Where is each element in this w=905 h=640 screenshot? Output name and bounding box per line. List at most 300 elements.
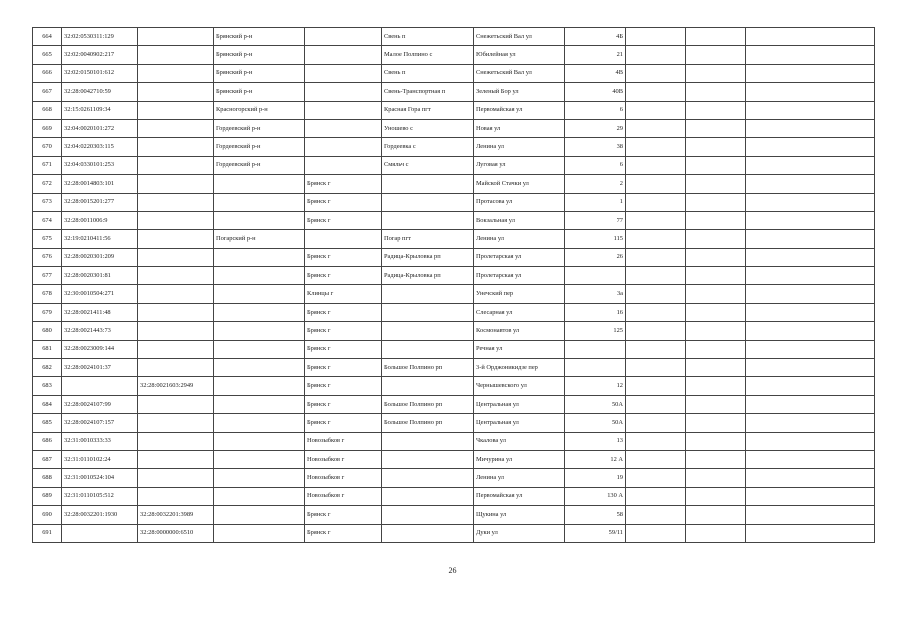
cell-district: Гордеевский р-н <box>214 156 305 174</box>
cell-city: Новозыбков г <box>305 432 382 450</box>
cell-street: Зеленый Бор ул <box>474 83 565 101</box>
cell-extra-col-2 <box>686 506 746 524</box>
cell-street: Центральная ул <box>474 395 565 413</box>
cell-row-number: 673 <box>33 193 62 211</box>
cell-house-number <box>565 340 626 358</box>
cell-row-number: 674 <box>33 211 62 229</box>
cell-extra-col-2 <box>686 524 746 542</box>
cell-extra-col-1 <box>626 101 686 119</box>
cell-extra-col-1 <box>626 377 686 395</box>
cell-house-number: 2 <box>565 175 626 193</box>
cell-row-number: 690 <box>33 506 62 524</box>
cell-settlement: Смяльч с <box>382 156 474 174</box>
cell-extra-col-3 <box>746 138 875 156</box>
cell-settlement: Погар пгт <box>382 230 474 248</box>
table-row <box>33 156 875 174</box>
table-row <box>33 119 875 137</box>
cell-district: Красногорский р-н <box>214 101 305 119</box>
cell-extra-col-3 <box>746 248 875 266</box>
cell-city: Брянск г <box>305 377 382 395</box>
cell-city: Брянск г <box>305 248 382 266</box>
table-row <box>33 340 875 358</box>
cell-extra-col-2 <box>686 64 746 82</box>
cell-settlement: Малое Полпино с <box>382 46 474 64</box>
cell-house-number: 1 <box>565 193 626 211</box>
cell-settlement <box>382 506 474 524</box>
cell-settlement: Свень-Транспортная п <box>382 83 474 101</box>
cell-street: Первомайская ул <box>474 487 565 505</box>
cell-cadastral-number-alt <box>138 432 214 450</box>
cell-extra-col-2 <box>686 230 746 248</box>
cell-row-number: 669 <box>33 119 62 137</box>
cell-street: Чернышевского ул <box>474 377 565 395</box>
cell-extra-col-1 <box>626 175 686 193</box>
table-row <box>33 46 875 64</box>
cell-district <box>214 414 305 432</box>
cell-extra-col-1 <box>626 524 686 542</box>
cell-district <box>214 267 305 285</box>
cell-house-number: 12 <box>565 377 626 395</box>
cell-extra-col-1 <box>626 46 686 64</box>
cell-city <box>305 46 382 64</box>
cell-district <box>214 211 305 229</box>
cell-extra-col-1 <box>626 322 686 340</box>
cell-cadastral-number: 32:04:0020101:272 <box>62 119 138 137</box>
cell-row-number: 682 <box>33 359 62 377</box>
cell-extra-col-1 <box>626 469 686 487</box>
cell-settlement <box>382 175 474 193</box>
cell-extra-col-3 <box>746 377 875 395</box>
cell-row-number: 683 <box>33 377 62 395</box>
cell-house-number: 125 <box>565 322 626 340</box>
cell-settlement <box>382 432 474 450</box>
cell-house-number: 38 <box>565 138 626 156</box>
cell-extra-col-1 <box>626 487 686 505</box>
cell-extra-col-3 <box>746 487 875 505</box>
table-row <box>33 285 875 303</box>
cell-district <box>214 303 305 321</box>
cell-city: Брянск г <box>305 506 382 524</box>
cell-extra-col-3 <box>746 432 875 450</box>
cell-street: Пролетарская ул <box>474 248 565 266</box>
cell-cadastral-number: 32:28:0015201:277 <box>62 193 138 211</box>
cell-city <box>305 28 382 46</box>
cell-extra-col-3 <box>746 175 875 193</box>
table-row <box>33 211 875 229</box>
cell-city: Брянск г <box>305 414 382 432</box>
cell-cadastral-number: 32:28:0020301:209 <box>62 248 138 266</box>
cell-row-number: 678 <box>33 285 62 303</box>
cell-house-number: 4В <box>565 64 626 82</box>
cell-city <box>305 83 382 101</box>
cell-cadastral-number-alt <box>138 414 214 432</box>
cell-extra-col-3 <box>746 101 875 119</box>
cell-extra-col-3 <box>746 64 875 82</box>
cell-extra-col-1 <box>626 83 686 101</box>
cell-street: Луговая ул <box>474 156 565 174</box>
register-table-body <box>33 28 875 543</box>
cell-extra-col-3 <box>746 359 875 377</box>
cell-extra-col-1 <box>626 28 686 46</box>
cell-row-number: 672 <box>33 175 62 193</box>
cell-extra-col-2 <box>686 138 746 156</box>
cell-extra-col-1 <box>626 138 686 156</box>
cell-cadastral-number: 32:15:0261109:34 <box>62 101 138 119</box>
cell-district <box>214 506 305 524</box>
cell-house-number: 58 <box>565 506 626 524</box>
cell-cadastral-number-alt <box>138 395 214 413</box>
cell-house-number: 3а <box>565 285 626 303</box>
cell-extra-col-1 <box>626 64 686 82</box>
cell-cadastral-number-alt <box>138 156 214 174</box>
cell-extra-col-3 <box>746 524 875 542</box>
cell-house-number: 130 А <box>565 487 626 505</box>
cell-extra-col-1 <box>626 432 686 450</box>
cell-settlement <box>382 450 474 468</box>
cell-extra-col-2 <box>686 377 746 395</box>
cell-street: Протасова ул <box>474 193 565 211</box>
cell-street: Юбилейная ул <box>474 46 565 64</box>
cell-row-number: 679 <box>33 303 62 321</box>
cell-extra-col-2 <box>686 432 746 450</box>
cell-district: Брянский р-н <box>214 64 305 82</box>
cell-settlement <box>382 303 474 321</box>
table-row <box>33 414 875 432</box>
cell-cadastral-number: 32:28:0020301:81 <box>62 267 138 285</box>
cell-cadastral-number-alt <box>138 211 214 229</box>
table-row <box>33 524 875 542</box>
cell-house-number: 50А <box>565 395 626 413</box>
cell-extra-col-1 <box>626 193 686 211</box>
table-row <box>33 83 875 101</box>
table-row <box>33 101 875 119</box>
cell-cadastral-number-alt <box>138 138 214 156</box>
cell-cadastral-number-alt <box>138 28 214 46</box>
cell-settlement: Радица-Крыловка рп <box>382 248 474 266</box>
cell-cadastral-number-alt <box>138 175 214 193</box>
cell-district: Погарский р-н <box>214 230 305 248</box>
cell-city: Брянск г <box>305 359 382 377</box>
cell-extra-col-3 <box>746 46 875 64</box>
cell-extra-col-1 <box>626 248 686 266</box>
cell-cadastral-number-alt <box>138 248 214 266</box>
cell-house-number: 16 <box>565 303 626 321</box>
cell-cadastral-number: 32:31:0010333:33 <box>62 432 138 450</box>
cell-settlement: Большое Полпино рп <box>382 359 474 377</box>
cell-row-number: 681 <box>33 340 62 358</box>
table-row <box>33 469 875 487</box>
cell-street: Космонавтов ул <box>474 322 565 340</box>
cell-cadastral-number-alt: 32:28:0000000:6510 <box>138 524 214 542</box>
cell-street: Дуки ул <box>474 524 565 542</box>
cell-district: Гордеевский р-н <box>214 119 305 137</box>
cell-house-number: 12 А <box>565 450 626 468</box>
table-row <box>33 193 875 211</box>
cell-row-number: 668 <box>33 101 62 119</box>
cell-cadastral-number: 32:28:0021443:73 <box>62 322 138 340</box>
cell-extra-col-3 <box>746 28 875 46</box>
cell-extra-col-1 <box>626 414 686 432</box>
cell-cadastral-number-alt <box>138 83 214 101</box>
cell-cadastral-number-alt <box>138 303 214 321</box>
table-row <box>33 303 875 321</box>
cell-cadastral-number <box>62 524 138 542</box>
cell-extra-col-1 <box>626 156 686 174</box>
cell-cadastral-number: 32:28:0021411:48 <box>62 303 138 321</box>
cell-house-number <box>565 267 626 285</box>
cell-cadastral-number: 32:28:0014803:101 <box>62 175 138 193</box>
table-row <box>33 359 875 377</box>
cell-settlement <box>382 285 474 303</box>
cell-street: Ленина ул <box>474 469 565 487</box>
cell-street: Снежетьский Вал ул <box>474 64 565 82</box>
cell-city: Новозыбков г <box>305 450 382 468</box>
cell-extra-col-3 <box>746 450 875 468</box>
cell-street: Чкалова ул <box>474 432 565 450</box>
cell-settlement <box>382 487 474 505</box>
table-row <box>33 487 875 505</box>
cell-extra-col-1 <box>626 119 686 137</box>
cell-extra-col-2 <box>686 119 746 137</box>
cell-house-number: 6 <box>565 156 626 174</box>
cell-city <box>305 138 382 156</box>
cell-district: Брянский р-н <box>214 28 305 46</box>
cell-cadastral-number-alt <box>138 193 214 211</box>
cell-extra-col-3 <box>746 395 875 413</box>
cell-street: Мичурина ул <box>474 450 565 468</box>
cell-cadastral-number-alt <box>138 101 214 119</box>
cell-city: Брянск г <box>305 175 382 193</box>
cell-extra-col-2 <box>686 156 746 174</box>
cell-row-number: 688 <box>33 469 62 487</box>
table-row <box>33 377 875 395</box>
cell-district <box>214 469 305 487</box>
cell-settlement: Свень п <box>382 64 474 82</box>
cell-extra-col-2 <box>686 487 746 505</box>
cell-cadastral-number-alt <box>138 359 214 377</box>
cell-house-number <box>565 359 626 377</box>
cell-settlement: Большое Полпино рп <box>382 395 474 413</box>
cell-extra-col-2 <box>686 450 746 468</box>
cell-settlement: Свень п <box>382 28 474 46</box>
cell-street: Первомайская ул <box>474 101 565 119</box>
cell-city: Брянск г <box>305 211 382 229</box>
cell-row-number: 667 <box>33 83 62 101</box>
cell-cadastral-number: 32:02:0040902:217 <box>62 46 138 64</box>
table-row <box>33 64 875 82</box>
cell-cadastral-number: 32:31:0110102:24 <box>62 450 138 468</box>
cell-district <box>214 248 305 266</box>
cell-settlement: Большое Полпино рп <box>382 414 474 432</box>
cell-street: Ленина ул <box>474 230 565 248</box>
cell-cadastral-number-alt: 32:28:0021603:2949 <box>138 377 214 395</box>
cell-extra-col-3 <box>746 83 875 101</box>
cell-extra-col-1 <box>626 211 686 229</box>
cell-row-number: 687 <box>33 450 62 468</box>
cell-city <box>305 230 382 248</box>
cell-extra-col-2 <box>686 46 746 64</box>
cell-house-number: 40В <box>565 83 626 101</box>
cell-cadastral-number: 32:04:0330101:253 <box>62 156 138 174</box>
table-row <box>33 248 875 266</box>
cell-row-number: 664 <box>33 28 62 46</box>
cell-district <box>214 450 305 468</box>
cell-city <box>305 119 382 137</box>
cell-street: Центральная ул <box>474 414 565 432</box>
cell-extra-col-3 <box>746 193 875 211</box>
table-row <box>33 395 875 413</box>
cell-district <box>214 193 305 211</box>
cell-settlement <box>382 193 474 211</box>
cell-district <box>214 322 305 340</box>
cell-cadastral-number-alt <box>138 340 214 358</box>
table-row <box>33 506 875 524</box>
cell-row-number: 691 <box>33 524 62 542</box>
cell-street: Новая ул <box>474 119 565 137</box>
cell-street: Вокзальная ул <box>474 211 565 229</box>
cell-cadastral-number: 32:30:0010504:271 <box>62 285 138 303</box>
cell-district <box>214 285 305 303</box>
table-row <box>33 322 875 340</box>
cell-extra-col-3 <box>746 322 875 340</box>
cell-row-number: 685 <box>33 414 62 432</box>
cell-settlement: Красная Гора пгт <box>382 101 474 119</box>
cell-row-number: 686 <box>33 432 62 450</box>
cell-house-number: 13 <box>565 432 626 450</box>
cell-extra-col-1 <box>626 359 686 377</box>
cell-city: Брянск г <box>305 267 382 285</box>
cell-settlement <box>382 469 474 487</box>
cell-row-number: 671 <box>33 156 62 174</box>
cell-cadastral-number: 32:28:0011006:9 <box>62 211 138 229</box>
cell-street: Ленина ул <box>474 138 565 156</box>
cell-extra-col-2 <box>686 175 746 193</box>
cell-city: Новозыбков г <box>305 469 382 487</box>
cell-city: Брянск г <box>305 303 382 321</box>
cell-cadastral-number-alt <box>138 230 214 248</box>
table-row <box>33 230 875 248</box>
register-table <box>32 27 875 543</box>
cell-district: Брянский р-н <box>214 83 305 101</box>
cell-cadastral-number: 32:31:0110105:512 <box>62 487 138 505</box>
table-row <box>33 267 875 285</box>
cell-house-number: 6 <box>565 101 626 119</box>
cell-city <box>305 64 382 82</box>
cell-street: Слесарная ул <box>474 303 565 321</box>
cell-street: 3-й Орджоникидзе пер <box>474 359 565 377</box>
cell-cadastral-number-alt <box>138 267 214 285</box>
cell-cadastral-number-alt <box>138 487 214 505</box>
cell-city <box>305 156 382 174</box>
table-row <box>33 432 875 450</box>
cell-house-number: 50А <box>565 414 626 432</box>
cell-cadastral-number: 32:02:0530311:129 <box>62 28 138 46</box>
cell-street: Речная ул <box>474 340 565 358</box>
cell-district: Гордеевский р-н <box>214 138 305 156</box>
cell-cadastral-number-alt <box>138 450 214 468</box>
cell-house-number: 26 <box>565 248 626 266</box>
cell-city: Клинцы г <box>305 285 382 303</box>
cell-cadastral-number-alt <box>138 119 214 137</box>
cell-city: Брянск г <box>305 340 382 358</box>
table-row <box>33 450 875 468</box>
cell-row-number: 680 <box>33 322 62 340</box>
cell-extra-col-3 <box>746 506 875 524</box>
cell-extra-col-2 <box>686 340 746 358</box>
cell-extra-col-3 <box>746 119 875 137</box>
cell-district: Брянский р-н <box>214 46 305 64</box>
cell-cadastral-number-alt <box>138 322 214 340</box>
cell-row-number: 689 <box>33 487 62 505</box>
cell-city: Брянск г <box>305 524 382 542</box>
cell-row-number: 666 <box>33 64 62 82</box>
cell-cadastral-number-alt: 32:28:0032201:3989 <box>138 506 214 524</box>
cell-extra-col-1 <box>626 267 686 285</box>
cell-settlement: Радица-Крыловка рп <box>382 267 474 285</box>
table-row <box>33 28 875 46</box>
cell-extra-col-1 <box>626 285 686 303</box>
cell-district <box>214 340 305 358</box>
cell-cadastral-number-alt <box>138 64 214 82</box>
cell-extra-col-3 <box>746 267 875 285</box>
cell-cadastral-number: 32:28:0042710:59 <box>62 83 138 101</box>
cell-extra-col-3 <box>746 303 875 321</box>
cell-settlement: Уношево с <box>382 119 474 137</box>
cell-street: Снежетьский Вал ул <box>474 28 565 46</box>
cell-cadastral-number: 32:28:0032201:1930 <box>62 506 138 524</box>
cell-extra-col-1 <box>626 303 686 321</box>
cell-extra-col-2 <box>686 248 746 266</box>
cell-street: Майской Стачки ул <box>474 175 565 193</box>
cell-settlement <box>382 322 474 340</box>
cell-district <box>214 359 305 377</box>
cell-district <box>214 377 305 395</box>
cell-district <box>214 175 305 193</box>
cell-settlement <box>382 377 474 395</box>
cell-extra-col-2 <box>686 193 746 211</box>
table-row <box>33 138 875 156</box>
cell-extra-col-1 <box>626 450 686 468</box>
cell-extra-col-2 <box>686 83 746 101</box>
cell-house-number: 21 <box>565 46 626 64</box>
cell-extra-col-1 <box>626 506 686 524</box>
cell-extra-col-3 <box>746 156 875 174</box>
cell-cadastral-number: 32:04:0220303:115 <box>62 138 138 156</box>
cell-extra-col-2 <box>686 359 746 377</box>
cell-cadastral-number-alt <box>138 469 214 487</box>
cell-city: Брянск г <box>305 395 382 413</box>
cell-city: Брянск г <box>305 193 382 211</box>
cell-cadastral-number-alt <box>138 285 214 303</box>
cell-cadastral-number: 32:31:0010524:104 <box>62 469 138 487</box>
cell-house-number: 29 <box>565 119 626 137</box>
cell-settlement <box>382 340 474 358</box>
cell-extra-col-3 <box>746 469 875 487</box>
cell-extra-col-2 <box>686 285 746 303</box>
cell-house-number: 19 <box>565 469 626 487</box>
cell-row-number: 676 <box>33 248 62 266</box>
cell-extra-col-2 <box>686 211 746 229</box>
cell-extra-col-2 <box>686 303 746 321</box>
table-row <box>33 175 875 193</box>
cell-house-number: 115 <box>565 230 626 248</box>
cell-extra-col-1 <box>626 230 686 248</box>
cell-district <box>214 395 305 413</box>
cell-cadastral-number: 32:28:0024101:37 <box>62 359 138 377</box>
cell-city <box>305 101 382 119</box>
cell-settlement <box>382 524 474 542</box>
cell-house-number: 77 <box>565 211 626 229</box>
